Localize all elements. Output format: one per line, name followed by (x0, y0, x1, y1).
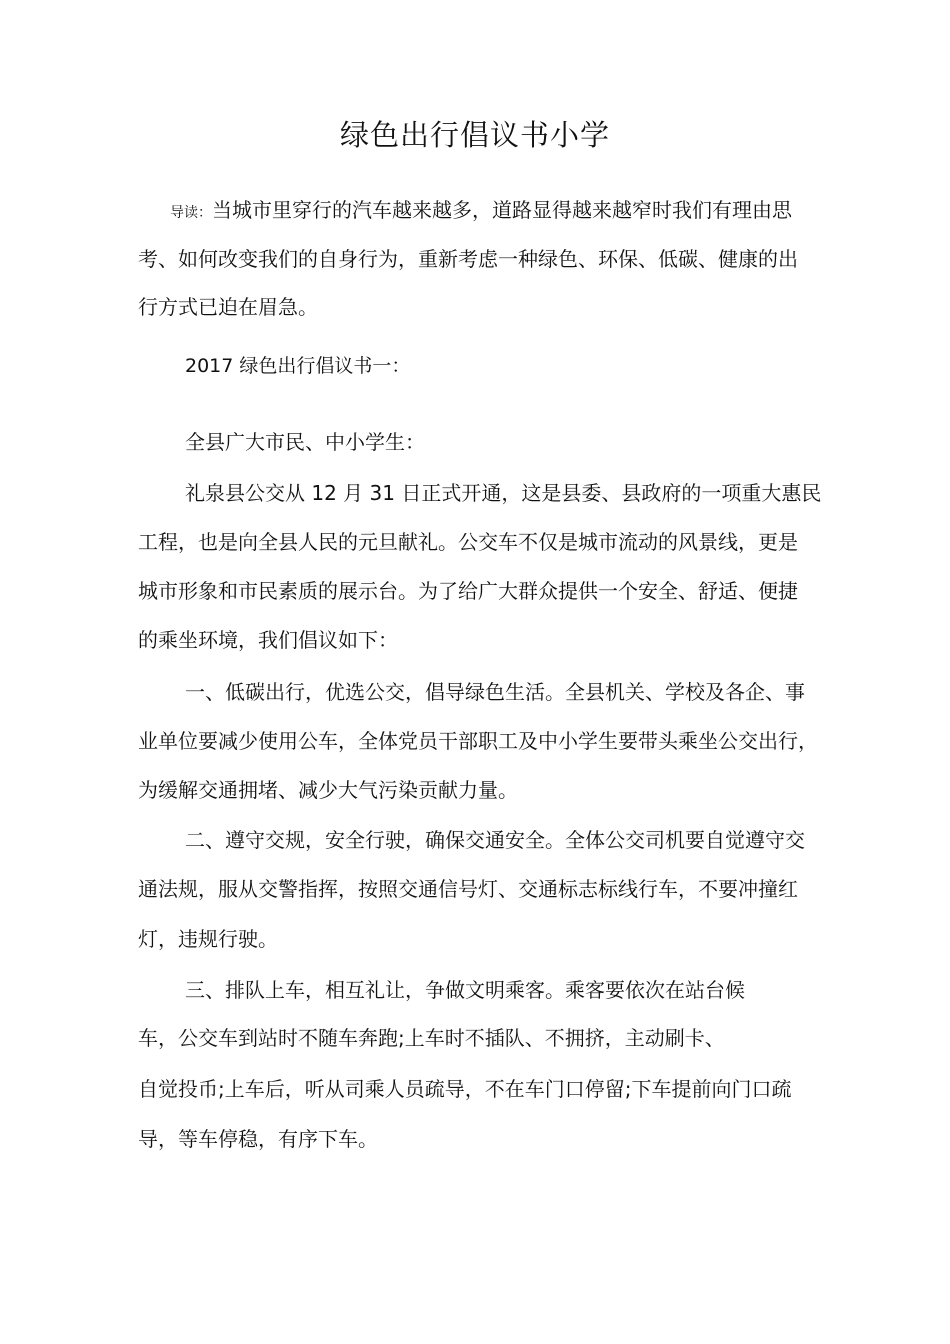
paragraph-2-line-3: 为缓解交通拥堵、减少大气污染贡献力量。 (138, 778, 518, 802)
section-heading: 2017 绿色出行倡议书一： (185, 355, 411, 377)
intro-line-1 (170, 195, 792, 228)
paragraph-1-line-2: 工程，也是向全县人民的元旦献礼。公交车不仅是城市流动的风景线，更是 (138, 530, 798, 554)
paragraph-3-line-3: 灯，违规行驶。 (138, 927, 278, 951)
paragraph-4-line-1: 三、排队上车，相互礼让，争做文明乘客。乘客要依次在站台候 (185, 978, 745, 1002)
intro-line-2: 考、如何改变我们的自身行为，重新考虑一种绿色、环保、低碳、健康的出 (138, 247, 798, 271)
paragraph-2-line-2: 业单位要减少使用公车，全体党员干部职工及中小学生要带头乘坐公交出行， (138, 729, 818, 753)
paragraph-3-line-2: 通法规，服从交警指挥，按照交通信号灯、交通标志标线行车，不要冲撞红 (138, 877, 798, 901)
salutation: 全县广大市民、中小学生： (185, 430, 425, 454)
paragraph-3-line-1: 二、遵守交规，安全行驶，确保交通安全。全体公交司机要自觉遵守交 (185, 828, 805, 852)
paragraph-4-line-4: 导，等车停稳，有序下车。 (138, 1127, 378, 1151)
paragraph-4-line-2: 车，公交车到站时不随车奔跑;上车时不插队、不拥挤，主动刷卡、 (138, 1026, 725, 1050)
paragraph-2-line-1: 一、低碳出行，优选公交，倡导绿色生活。全县机关、学校及各企、事 (185, 680, 805, 704)
paragraph-4-line-3: 自觉投币;上车后，听从司乘人员疏导，不在车门口停留;下车提前向门口疏 (138, 1077, 792, 1101)
document-title: 绿色出行倡议书小学 (339, 118, 610, 152)
paragraph-1-line-1: 礼泉县公交从 12 月 31 日正式开通，这是县委、县政府的一项重大惠民 (185, 481, 822, 505)
intro-line-3: 行方式已迫在眉急。 (138, 295, 318, 319)
paragraph-1-line-3: 城市形象和市民素质的展示台。为了给广大群众提供一个安全、舒适、便捷 (138, 579, 798, 603)
intro-label: 导读： (170, 205, 212, 221)
paragraph-1-line-4: 的乘坐环境，我们倡议如下： (138, 628, 398, 652)
intro-text-1: 当城市里穿行的汽车越来越多，道路显得越来越窄时我们有理由思 (212, 198, 792, 222)
